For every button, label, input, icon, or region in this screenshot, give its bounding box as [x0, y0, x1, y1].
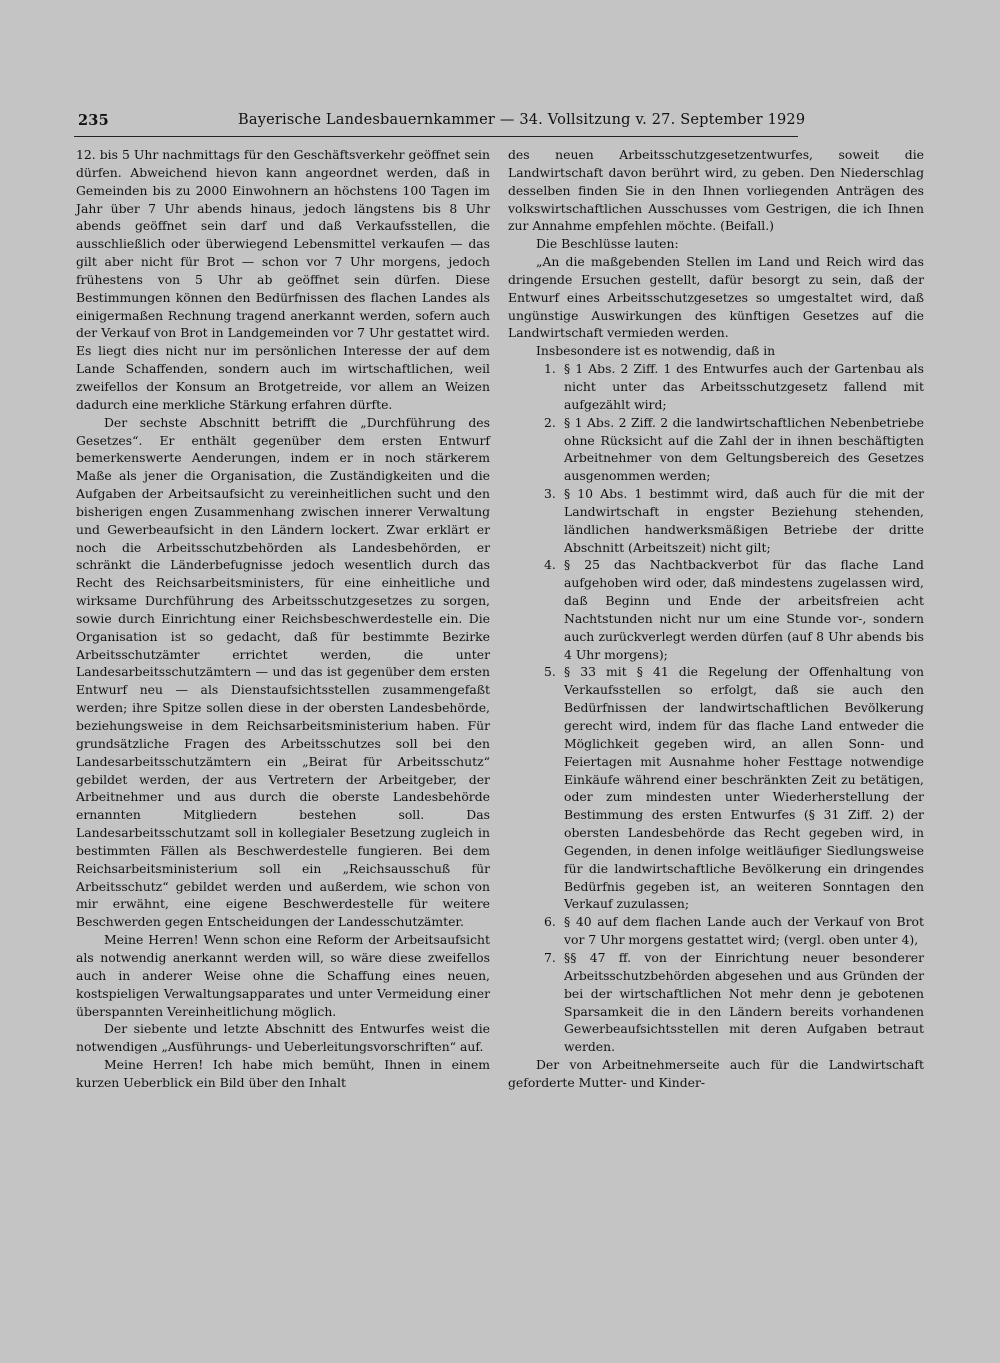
item-text: § 1 Abs. 2 Ziff. 2 die landwirtschaftlichen Nebenbetriebe ohne Rücksicht auf die Zahl der in ihnen beschäftigten Arbeitnehmer von dem Geltungsbereich des Gesetzes ausgenommen werden;: [564, 414, 924, 484]
item-text: § 25 das Nachtbackverbot für das flache Land aufgehoben wird oder, daß mindestens zugelassen wird, daß Beginn und Ende der arbeitsfreien acht Nachtstunden nicht nur um eine Stunde vor-, sondern auch zurückverlegt werden dürfen (auf 8 Uhr abends bis 4 Uhr morgens);: [564, 557, 924, 662]
demands-list: [508, 360, 924, 1056]
list-item: [508, 913, 924, 949]
paragraph: Der siebente und letzte Abschnitt des Entwurfes weist die notwendigen „Ausführungs- und Ueberleitungsvorschriften“ auf.: [76, 1021, 490, 1055]
list-item: [508, 663, 924, 913]
resolution-text: „An die maßgebenden Stellen im Land und Reich wird das dringende Ersuchen gestellt, dafür besorgt zu sein, daß der Entwurf eines Arbeitsschutzgesetzes so umgestaltet wird, daß ungünstige Auswirkungen des künftigen Gesetzes auf die Landwirtschaft vermieden werden.: [508, 254, 924, 341]
paragraph: Meine Herren! Wenn schon eine Reform der Arbeitsaufsicht als notwendig anerkannt werden will, so wäre diese zweifellos auch in anderer Weise ohne die Schaffung eines neuen, kostspieligen Verwaltungsapparates und unter Vermeidung einer überspannten Vereinheitlichung möglich.: [76, 932, 490, 1019]
page-number: 235: [78, 112, 109, 129]
running-title: Bayerische Landesbauernkammer — 34. Vollsitzung v. 27. September 1929: [238, 112, 806, 128]
item-text: §§ 47 ff. von der Einrichtung neuer besonderer Arbeitsschutzbehörden abgesehen und aus Gründen der bei der wirtschaftlichen Not mehr denn je gebotenen Sparsamkeit die in den Ländern bereits vorhandenen Gewerbeaufsichtsstellen mit deren Aufgaben betraut werden.: [564, 949, 924, 1055]
item-text: § 1 Abs. 2 Ziff. 1 des Entwurfes auch der Gartenbau als nicht unter das Arbeitsschutzgesetz fallend mit aufgezählt wird;: [564, 361, 924, 412]
item-number: 7.: [544, 949, 556, 965]
resolution-intro: Die Beschlüsse lauten:: [536, 236, 679, 252]
item-number: 6.: [544, 914, 556, 930]
paragraph: Der sechste Abschnitt betrifft die „Durchführung des Gesetzes“. Er enthält gegenüber dem ersten Entwurf bemerkenswerte Aenderungen, indem er in noch stärkerem Maße als jener die Organisation, die Zuständigkeiten und die Aufgaben der Arbeitsaufsicht zu vereinheitlichen sucht und den bisherigen engen Zusammenhang zwischen innerer Verwaltung und Gewerbeaufsicht in den Ländern lockert. Zwar erklärt er noch die Arbeitsschutzbehörden als Landesbehörden, er schränkt die Länderbefugnisse jedoch wesentlich durch das Recht des Reichsarbeitsministers, für eine einheitliche und wirksame Durchführung des Arbeitsschutzgesetzes zu sorgen, sowie durch Einrichtung einer Reichsbeschwerdestelle ein. Die Organisation ist so gedacht, daß für bestimmte Bezirke Arbeitsschutzämter errichtet werden, die unter Landesarbeitsschutzämtern — und das ist gegenüber dem ersten Entwurf neu — als Dienstaufsichtsstellen zusammengefaßt werden; ihre Spitze sollen diese in der obersten Landesbehörde, beziehungsweise in dem Reichsarbeitsministerium haben. Für grundsätzliche Fragen des Arbeitsschutzes soll bei den Landesarbeitsschutzämtern ein „Beirat für Arbeitsschutz“ gebildet werden, der aus Vertretern der Arbeitgeber, der Arbeitnehmer und aus durch die oberste Landesbehörde ernannten Mitgliedern bestehen soll. Das Landesarbeitsschutzamt soll in kollegialer Besetzung zugleich in bestimmten Fällen als Beschwerdestelle fungieren. Bei dem Reichsarbeitsministerium soll ein „Reichsausschuß für Arbeitsschutz“ gebildet werden und außerdem, wie schon von mir erwähnt, eine eigene Beschwerdestelle für weitere Beschwerden gegen Entscheidungen der Landesschutzämter.: [76, 414, 490, 930]
list-item: [508, 414, 924, 485]
closing-paragraph: Der von Arbeitnehmerseite auch für die Landwirtschaft geforderte Mutter- und Kinder-: [508, 1057, 924, 1090]
header-rule: [74, 136, 798, 137]
list-item: [508, 485, 924, 556]
right-column: [508, 146, 924, 1092]
item-text: § 33 mit § 41 die Regelung der Offenhaltung von Verkaufsstellen so erfolgt, daß sie auch den Bedürfnissen der landwirtschaftlichen Bevölkerung gerecht wird, indem für das flache Land entweder die Möglichkeit gegeben wird, an allen Sonn- und Feiertagen mit Ausnahme hoher Festtage notwendige Einkäufe während einer beschränkten Zeit zu betätigen, oder zum mindesten unter Wiederherstellung der Bestimmung des ersten Entwurfes (§ 31 Ziff. 2) der obersten Landesbehörde das Recht gegeben wird, in Gegenden, in denen infolge weitläufiger Siedlungsweise für die landwirtschaftliche Bevölkerung ein dringendes Bedürfnis gegeben ist, an weiteren Sonntagen den Verkauf zuzulassen;: [564, 664, 924, 912]
list-item: [508, 556, 924, 663]
item-text: § 10 Abs. 1 bestimmt wird, daß auch für die mit der Landwirtschaft in engster Beziehung stehenden, ländlichen handwerksmäßigen Betriebe der dritte Abschnitt (Arbeitszeit) nicht gilt;: [564, 486, 924, 555]
item-number: 5.: [544, 664, 556, 680]
list-intro: Insbesondere ist es notwendig, daß in: [536, 343, 776, 359]
item-number: 1.: [544, 361, 556, 377]
page-header: [78, 112, 920, 134]
paragraph: des neuen Arbeitsschutzgesetzentwurfes, soweit die Landwirtschaft davon berührt wird, zu geben. Den Niederschlag desselben finden Sie in den Ihnen vorliegenden Anträgen des volkswirtschaftlichen Ausschusses vom Gestrigen, die ich Ihnen zur Annahme empfehlen möchte. (Beifall.): [508, 147, 924, 234]
list-item: [508, 360, 924, 414]
list-item: [508, 949, 924, 1056]
left-column: [76, 146, 490, 1092]
paragraph: 12. bis 5 Uhr nachmittags für den Geschäftsverkehr geöffnet sein dürfen. Abweichend hievon kann angeordnet werden, daß in Gemeinden bis zu 2000 Einwohnern an höchstens 100 Tagen im Jahr über 7 Uhr abends hinaus, jedoch längstens bis 8 Uhr abends geöffnet sein darf und daß Verkaufsstellen, die ausschließlich oder überwiegend Lebensmittel verkaufen — das gilt aber nicht für Brot — schon vor 7 Uhr morgens, jedoch frühestens von 5 Uhr ab geöffnet sein dürfen. Diese Bestimmungen können den Bedürfnissen des flachen Landes als einigermaßen Rechnung tragend anerkannt werden, sofern auch der Verkauf von Brot in Landgemeinden vor 7 Uhr gestattet wird. Es liegt dies nicht nur im persönlichen Interesse der auf dem Lande Schaffenden, sondern auch im wirtschaftlichen, weil zweifellos der Konsum an Brotgetreide, vor allem an Weizen dadurch eine merkliche Stärkung erfahren dürfte.: [76, 147, 490, 412]
paragraph: Meine Herren! Ich habe mich bemüht, Ihnen in einem kurzen Ueberblick ein Bild über den Inhalt: [76, 1057, 490, 1090]
item-number: 3.: [544, 486, 556, 502]
item-number: 2.: [544, 414, 556, 430]
item-text: § 40 auf dem flachen Lande auch der Verkauf von Brot vor 7 Uhr morgens gestattet wird; (vergl. oben unter 4),: [564, 914, 924, 948]
item-number: 4.: [544, 557, 556, 573]
